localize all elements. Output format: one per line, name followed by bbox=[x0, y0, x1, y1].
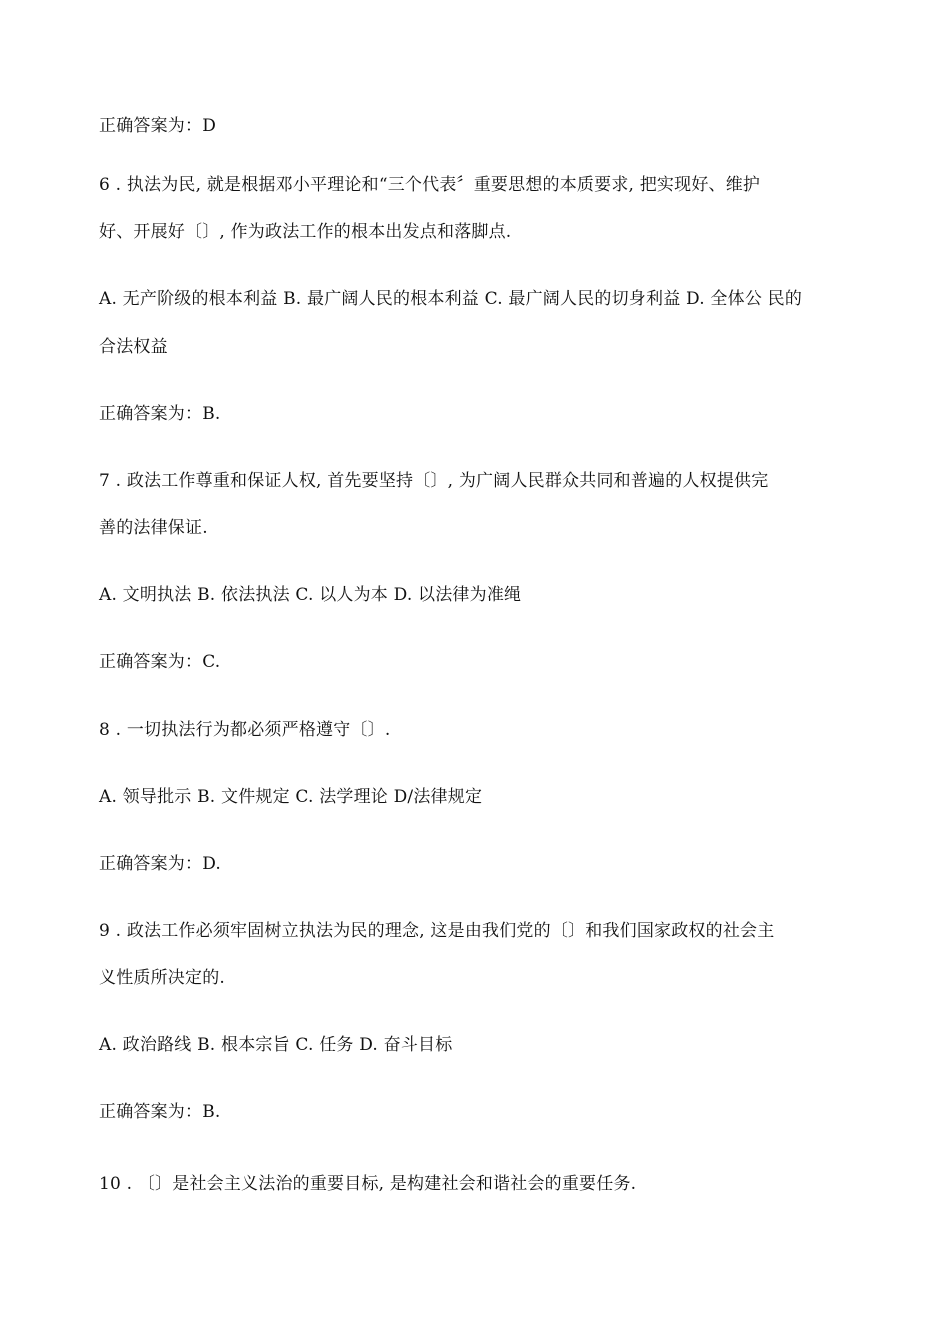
options-6-line-2: 合法权益 bbox=[99, 337, 168, 357]
question-8: 8 . 一切执法行为都必须严格遵守〔〕. bbox=[99, 720, 391, 740]
answer-7: 正确答案为：C. bbox=[99, 652, 221, 672]
options-6-line-1: A. 无产阶级的根本利益 B. 最广阔人民的根本利益 C. 最广阔人民的切身利益 D. 全体公 民的 bbox=[99, 289, 803, 309]
options-8: A. 领导批示 B. 文件规定 C. 法学理论 D/法律规定 bbox=[99, 787, 483, 807]
answer-8: 正确答案为：D. bbox=[99, 854, 222, 874]
answer-line: 正确答案为：D bbox=[99, 116, 217, 136]
question-9-line-2: 义性质所决定的. bbox=[99, 968, 226, 988]
options-7: A. 文明执法 B. 依法执法 C. 以人为本 D. 以法律为准绳 bbox=[99, 585, 522, 605]
answer-6: 正确答案为：B. bbox=[99, 404, 221, 424]
question-7-line-1: 7 . 政法工作尊重和保证人权, 首先要坚持〔〕, 为广阔人民群众共同和普遍的人权提供完 bbox=[99, 471, 769, 491]
question-10: 10 . 〔〕是社会主义法治的重要目标, 是构建社会和谐社会的重要任务. bbox=[99, 1174, 637, 1194]
answer-9: 正确答案为：B. bbox=[99, 1102, 221, 1122]
question-9-line-1: 9 . 政法工作必须牢固树立执法为民的理念, 这是由我们党的〔〕和我们国家政权的社会主 bbox=[99, 921, 775, 941]
question-6-line-1: 6 . 执法为民, 就是根据邓小平理论和“三个代表〞重要思想的本质要求, 把实现好、维护 bbox=[99, 175, 761, 195]
question-7-line-2: 善的法律保证. bbox=[99, 518, 208, 538]
question-6-line-2: 好、开展好〔〕, 作为政法工作的根本出发点和落脚点. bbox=[99, 222, 512, 242]
options-9: A. 政治路线 B. 根本宗旨 C. 任务 D. 奋斗目标 bbox=[99, 1035, 453, 1055]
